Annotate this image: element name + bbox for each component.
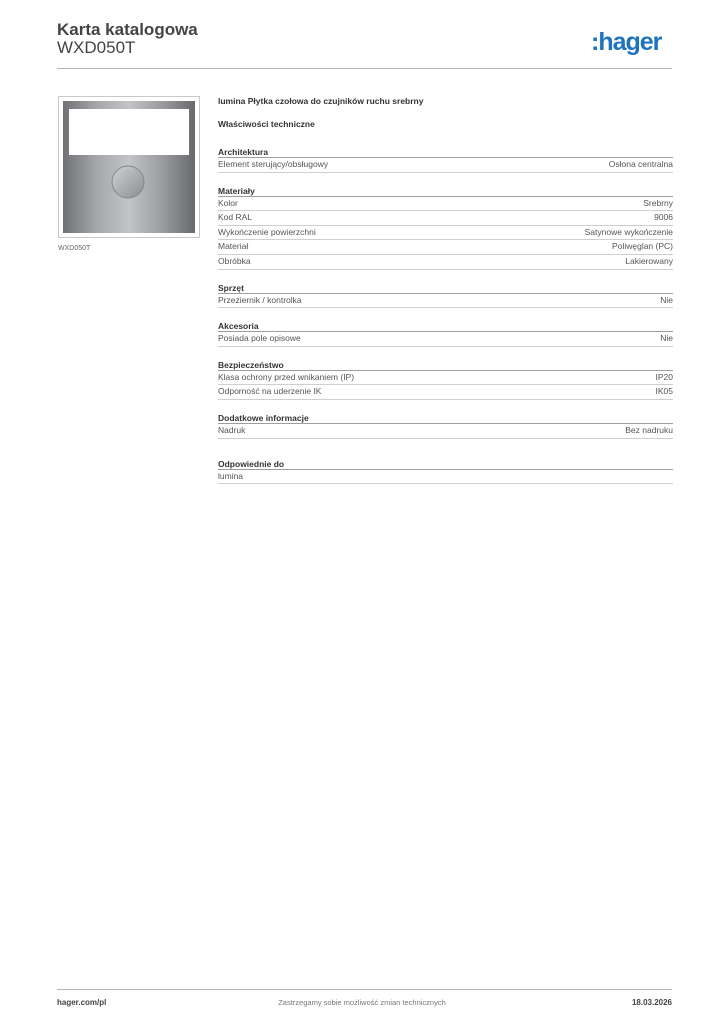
product-specification: [218, 96, 673, 484]
section-materialy: [218, 183, 673, 270]
spec-label: lumina: [218, 470, 244, 481]
spec-row: [218, 240, 673, 255]
section-heading: Materiały: [218, 183, 673, 197]
product-title: lumina Płytka czołowa do czujników ruchu srebrny: [218, 96, 424, 106]
section-heading: Odpowiednie do: [218, 456, 673, 470]
document-title: Karta katalogowa: [57, 20, 198, 39]
spec-row: [218, 211, 673, 226]
properties-heading: Właściwości techniczne: [218, 119, 315, 129]
spec-label: Przeziernik / kontrolka: [218, 294, 302, 305]
hager-logo: [591, 26, 675, 58]
footer-disclaimer: Zastrzegamy sobie możliwość zmian technicznych: [278, 998, 446, 1007]
spec-label: Obróbka: [218, 255, 251, 266]
spec-label: Nadruk: [218, 424, 246, 435]
spec-value: 9006: [654, 212, 673, 223]
header-divider: [57, 68, 672, 69]
spec-label: Wykończenie powierzchni: [218, 226, 316, 237]
spec-label: Posiada pole opisowe: [218, 333, 301, 344]
section-architektura: [218, 144, 673, 173]
spec-row: [218, 226, 673, 241]
section-heading: Architektura: [218, 144, 673, 158]
section-dodatkowe-informacje: [218, 410, 673, 439]
spec-value: Osłona centralna: [608, 159, 673, 169]
spec-label: Element sterujący/obsługowy: [218, 159, 329, 169]
footer-date: 18.03.2026: [631, 998, 672, 1007]
spec-label: Klasa ochrony przed wnikaniem (IP): [218, 371, 355, 382]
spec-label: Odporność na uderzenie IK: [218, 386, 322, 397]
section-heading: Sprzęt: [218, 280, 673, 294]
product-image: [58, 96, 200, 238]
section-bezpieczenstwo: [218, 357, 673, 400]
cover-plate-illustration: [59, 97, 199, 237]
spec-row: [218, 197, 673, 212]
spec-value: Poliwęglan (PC): [612, 241, 673, 252]
image-caption: WXD050T: [58, 245, 91, 252]
spec-row: [218, 255, 673, 270]
section-sprzet: [218, 280, 673, 309]
footer-divider: [57, 989, 672, 990]
section-heading: Dodatkowe informacje: [218, 410, 673, 424]
spec-label: Kolor: [218, 197, 238, 208]
spec-value: Bez nadruku: [625, 424, 673, 435]
spec-row: [218, 371, 673, 386]
spec-value: Nie: [660, 333, 673, 344]
spec-row: [218, 294, 673, 309]
spec-value: Nie: [660, 294, 673, 305]
spec-value: IP20: [655, 371, 673, 382]
footer-website-link[interactable]: hager.com/pl: [57, 998, 107, 1007]
spec-label: Materiał: [218, 241, 249, 252]
section-odpowiednie-do: [218, 456, 673, 485]
section-heading: Bezpieczeństwo: [218, 357, 673, 371]
spec-value: Srebrny: [643, 197, 673, 208]
spec-label: Kod RAL: [218, 212, 253, 223]
hager-logo-text: :hager: [591, 28, 662, 56]
section-akcesoria: [218, 318, 673, 347]
spec-row: [218, 424, 673, 439]
spec-value: Satynowe wykończenie: [584, 226, 673, 237]
spec-value: Lakierowany: [625, 255, 673, 266]
spec-row: [218, 470, 673, 485]
section-heading: Akcesoria: [218, 318, 673, 332]
spec-value: IK05: [655, 386, 673, 397]
spec-row: [218, 332, 673, 347]
product-code: WXD050T: [57, 38, 136, 57]
spec-row: [218, 385, 673, 400]
spec-row: [218, 158, 673, 173]
